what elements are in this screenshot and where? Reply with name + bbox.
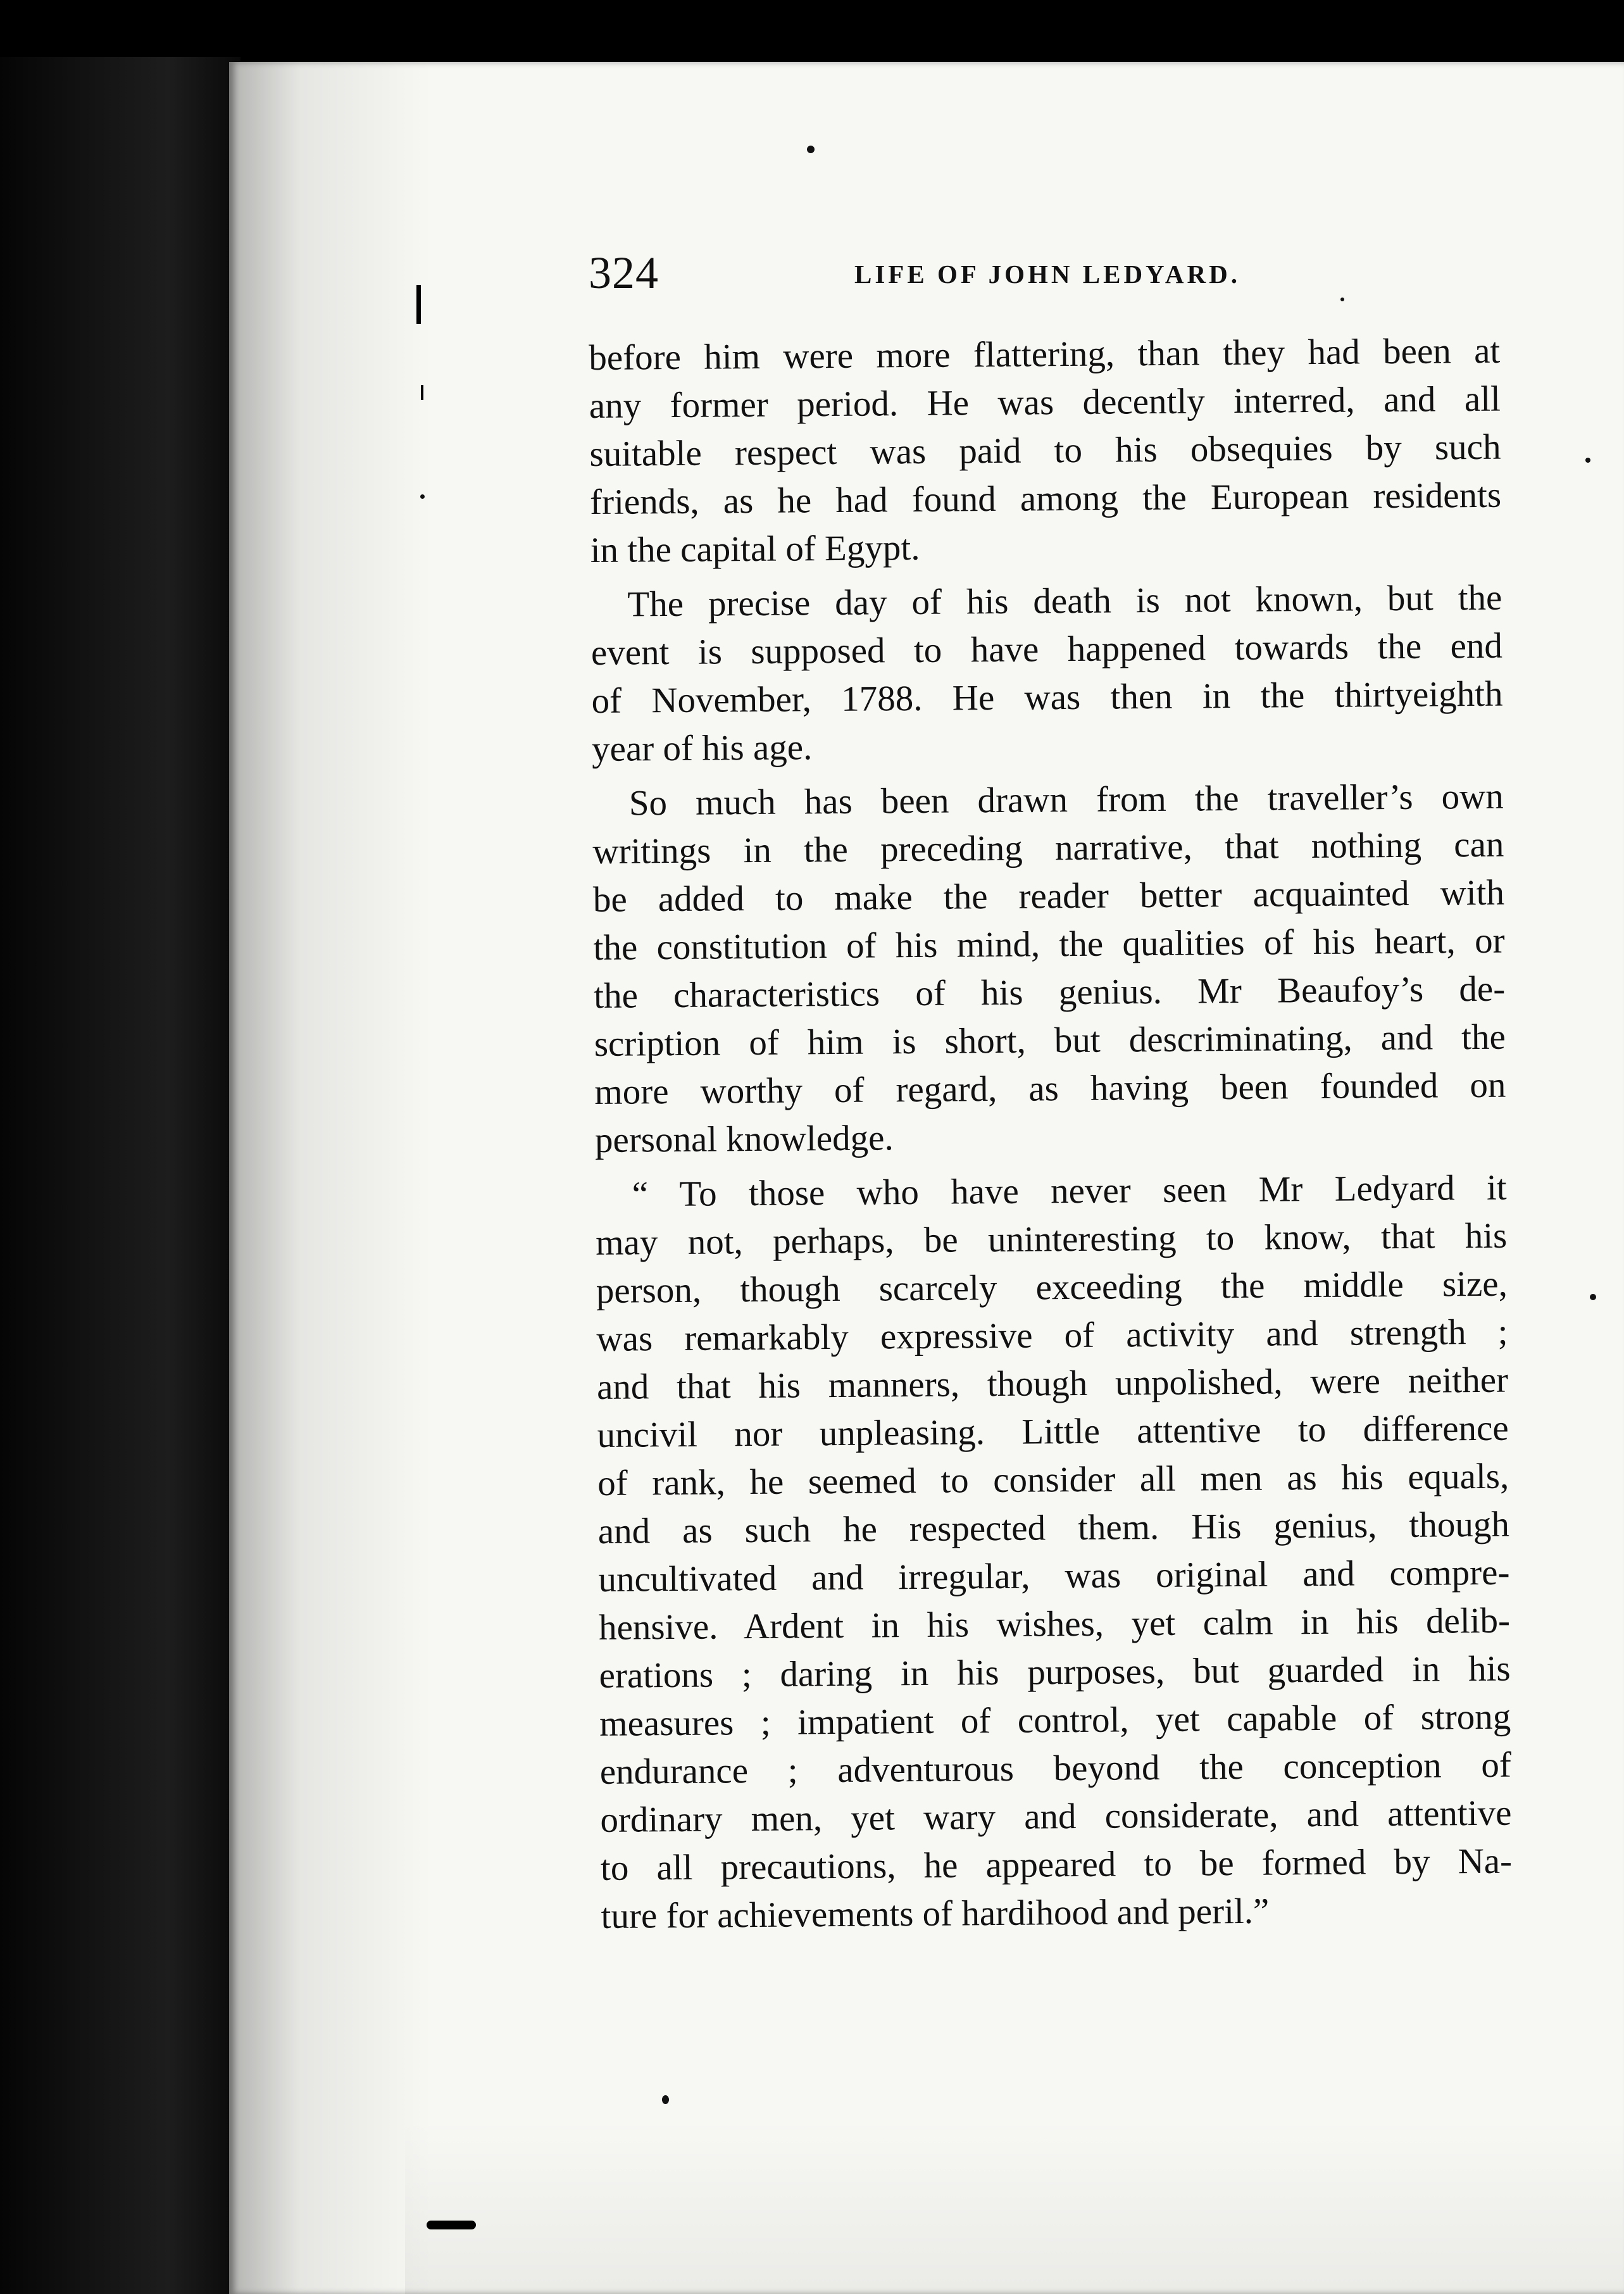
text-line: uncivil nor unpleasing. Little attentive to difference — [597, 1408, 1509, 1455]
text-line: writings in the preceding narrative, that nothing can — [592, 824, 1504, 872]
text-line: erations ; daring in his purposes, but guarded in his — [599, 1648, 1511, 1696]
running-head: LIFE OF JOHN LEDYARD. — [854, 260, 1240, 289]
page-bottom-shadow — [405, 2119, 1624, 2294]
page-number: 324 — [589, 248, 659, 298]
text-line: person, though scarcely exceeding the middle size, — [596, 1263, 1508, 1311]
text-line: in the capital of Egypt. — [590, 527, 920, 570]
text-line: before him were more flattering, than they had been at — [589, 330, 1501, 378]
scan-speck — [1585, 458, 1590, 463]
text-line: of November, 1788. He was then in the thirtyeighth — [591, 674, 1503, 721]
text-line: The precise day of his death is not known, but the — [627, 577, 1502, 625]
text-line: ture for achievements of hardihood and peril.” — [601, 1891, 1270, 1936]
text-line: ordinary men, yet wary and considerate, and attentive — [600, 1793, 1512, 1840]
text-line: suitable respect was paid to his obsequies by such — [589, 427, 1501, 474]
text-line: and that his manners, though unpolished, were neither — [596, 1360, 1509, 1407]
text-line: the constitution of his mind, the qualities of his heart, or — [593, 920, 1505, 968]
text-line: of rank, he seemed to consider all men as his equals, — [597, 1456, 1509, 1503]
text-line: event is supposed to have happened towards the end — [590, 625, 1503, 673]
text-line: more worthy of regard, as having been founded on — [594, 1065, 1506, 1112]
page-header — [589, 250, 1272, 320]
scan-speck — [807, 146, 815, 153]
text-line: and as such he respected them. His genius, though — [597, 1504, 1510, 1551]
scan-speck — [1590, 1294, 1596, 1300]
text-line: personal knowledge. — [594, 1118, 894, 1160]
text-line: measures ; impatient of control, yet capable of strong — [599, 1696, 1511, 1744]
text-line: friends, as he had found among the European residents — [589, 475, 1502, 522]
text-line: be added to make the reader better acquainted with — [592, 872, 1505, 920]
text-line: So much has been drawn from the traveller’s own — [628, 776, 1504, 824]
text-line: hensive. Ardent in his wishes, yet calm in his delib- — [598, 1600, 1511, 1648]
scan-speck — [662, 2095, 669, 2104]
scan-speck — [420, 494, 425, 499]
text-line: endurance ; adventurous beyond the conception of — [599, 1745, 1512, 1792]
book-spine-shadow — [0, 57, 240, 2294]
body-text — [589, 327, 1513, 1941]
text-line: uncultivated and irregular, was original and compre- — [598, 1552, 1510, 1600]
text-line: any former period. He was decently interred, and all — [589, 379, 1501, 426]
text-line: was remarkably expressive of activity and strength ; — [596, 1312, 1508, 1359]
text-line: may not, perhaps, be uninteresting to know, that his — [596, 1215, 1508, 1263]
text-line: “ To those who have never seen Mr Ledyard it — [632, 1167, 1507, 1215]
text-line: the characteristics of his genius. Mr Beaufoy’s de- — [593, 968, 1506, 1016]
text-line: to all precautions, he appeared to be formed by Na- — [600, 1841, 1513, 1888]
text-line: scription of him is short, but descriminating, and the — [594, 1017, 1506, 1064]
scan-mark — [427, 2221, 476, 2229]
text-line: year of his age. — [591, 727, 813, 769]
scan-speck — [1340, 298, 1344, 301]
scan-mark — [416, 285, 421, 324]
scan-mark — [421, 385, 423, 400]
